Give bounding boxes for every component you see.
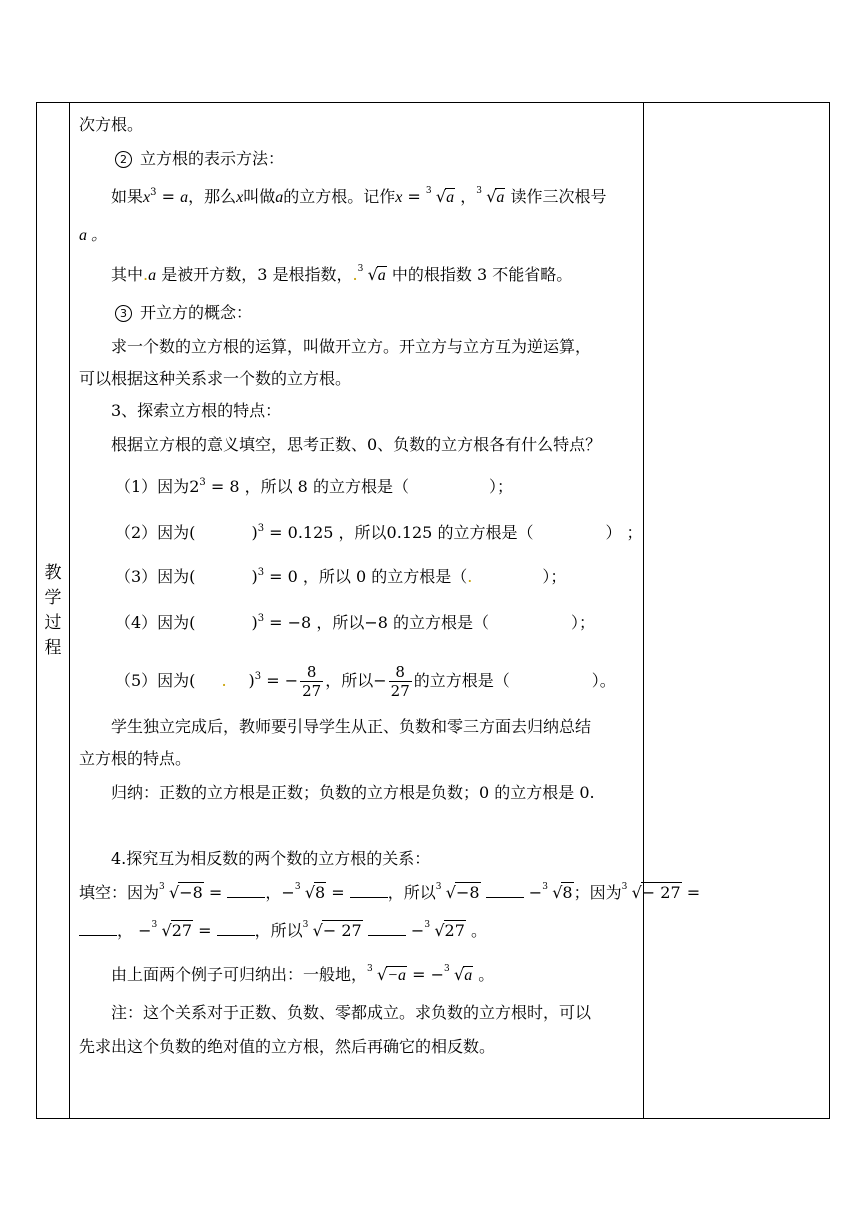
section-label-cell	[37, 103, 69, 1118]
question-2: （2）因为( )$^3$ = 0.125 ，所以0.125 的立方根是（ ） ；	[115, 523, 643, 542]
text-line: 如果$x^3 = a$，那么x叫做a的立方根。记作x = 3 √a ， 3 √a 读作三次根号	[111, 186, 607, 206]
text-line: 其中.a 是被开方数，3 是根指数，. 3 √a 中的根指数 3 不能省略。	[111, 264, 573, 284]
conclusion-line: 由上面两个例子可归纳出：一般地， 3 √−a = − 3 √a 。	[111, 964, 495, 984]
text-line: a 。	[79, 227, 108, 244]
text-line: 求一个数的立方根的运算，叫做开立方。开立方与立方互为逆运算，	[111, 337, 592, 356]
column-divider	[643, 103, 644, 1118]
subheading: 3 开立方的概念：	[79, 301, 252, 325]
question-5: （5）因为( . )$^3$ = − $\frac{8}{27}$ ，所以− $\frac{8}{27}$ 的立方根是（ ）。	[115, 663, 616, 700]
section-label: 教 学 过 程	[44, 562, 62, 658]
text-line: 根据立方根的意义填空，思考正数、0、负数的立方根各有什么特点？	[111, 435, 602, 454]
text-line: 可以根据这种关系求一个数的立方根。	[79, 369, 352, 388]
question-1: （1）因为$2^3 = 8$ ，所以 8 的立方根是（ ）；	[115, 477, 513, 496]
subheading: 2 立方根的表示方法：	[79, 147, 284, 171]
note-line: 注：这个关系对于正数、负数、零都成立。求负数的立方根时，可以	[111, 1003, 592, 1022]
question-4: （4）因为( )$^3$ = −8 ，所以−8 的立方根是（ ）；	[115, 613, 596, 632]
question-3: （3）因为( )$^3$ = 0 ，所以 0 的立方根是（. ）；	[115, 567, 567, 586]
text-line: 学生独立完成后，教师要引导学生从正、负数和零三方面去归纳总结	[111, 717, 592, 736]
note-line: 先求出这个负数的绝对值的立方根，然后再确它的相反数。	[79, 1037, 496, 1056]
column-divider	[69, 103, 70, 1118]
lesson-table	[36, 102, 830, 1119]
fill-in-line: ， − 3 √27 = ，所以 3 √− 27 − 3 √27 。	[79, 919, 487, 943]
section-heading: 4.探究互为相反数的两个数的立方根的关系：	[111, 849, 431, 868]
text-line: 立方根的特点。	[79, 749, 192, 768]
text-line: 次方根。	[79, 115, 144, 134]
summary-line: 归纳：正数的立方根是正数；负数的立方根是负数；0 的立方根是 0.	[111, 783, 595, 802]
section-heading: 3、探索立方根的特点：	[111, 401, 282, 420]
fill-in-line: 填空：因为 3 √−8 = ，− 3 √8 = ，所以 3 √−8 − 3 √8；因为 3 √− 27 =	[79, 882, 701, 902]
